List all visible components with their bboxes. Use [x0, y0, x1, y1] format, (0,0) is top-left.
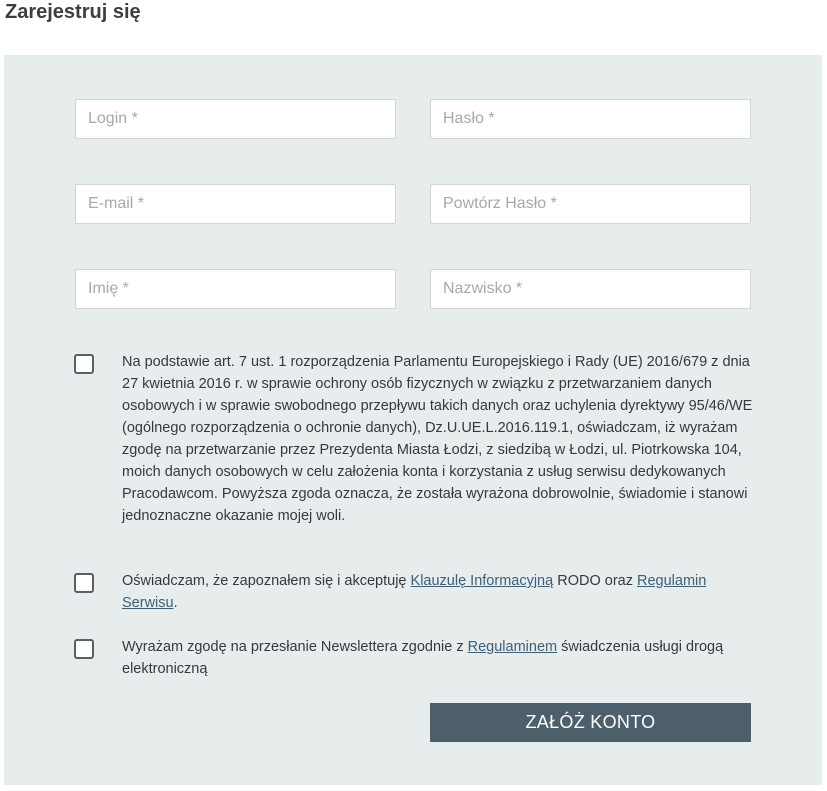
newsletter-consent-checkbox[interactable] [74, 639, 94, 659]
login-input[interactable] [75, 99, 396, 139]
last-name-input[interactable] [430, 269, 751, 309]
repeat-password-input[interactable] [430, 184, 751, 224]
terms-consent-text [122, 570, 754, 614]
gdpr-consent-text: Na podstawie art. 7 ust. 1 rozporządzenia Parlamentu Europejskiego i Rady (UE) 2016/679 z dnia 27 kwietnia 2016 r. w sprawie ochrony osób fizycznych w związku z przetwarzaniem danych osobowych i w sprawie swobodnego przepływu takich danych oraz uchylenia dyrektywy 95/46/WE (ogólnego rozporządzenia o ochronie danych), Dz.U.UE.L.2016.119.1, oświadczam, iż wyrażam zgodę na przetwarzanie przez Prezydenta Miasta Łodzi, z siedzibą w Łodzi, ul. Piotrkowska 104, moich danych osobowych w celu założenia konta i korzystania z usług serwisu dedykowanych Pracodawcom. Powyższa zgoda oznacza, że została wyrażona dobrowolnie, świadomie i stanowi jednoznaczne okazanie mojej woli. [122, 354, 753, 524]
terms-consent-checkbox[interactable] [74, 573, 94, 593]
first-name-input[interactable] [75, 269, 396, 309]
email-input[interactable] [75, 184, 396, 224]
password-input[interactable] [430, 99, 751, 139]
create-account-button[interactable]: ZAŁÓŻ KONTO [430, 703, 751, 742]
newsletter-suffix: świadczenia usługi drogą elektroniczną [122, 639, 724, 677]
page-title: Zarejestruj się [5, 1, 141, 23]
terms-middle: RODO oraz [553, 573, 637, 589]
newsletter-regulations-link[interactable]: Regulaminem [467, 639, 558, 655]
terms-prefix: Oświadczam, że zapoznałem się i akceptuję [122, 573, 411, 589]
registration-panel [4, 55, 822, 785]
newsletter-consent-text [122, 636, 754, 680]
newsletter-prefix: Wyrażam zgodę na przesłanie Newslettera zgodnie z [122, 639, 468, 655]
gdpr-consent-checkbox[interactable] [74, 354, 94, 374]
service-regulations-link[interactable]: Regulamin Serwisu [122, 573, 707, 611]
information-clause-link[interactable]: Klauzulę Informacyjną [410, 573, 554, 589]
terms-suffix: . [173, 595, 178, 611]
